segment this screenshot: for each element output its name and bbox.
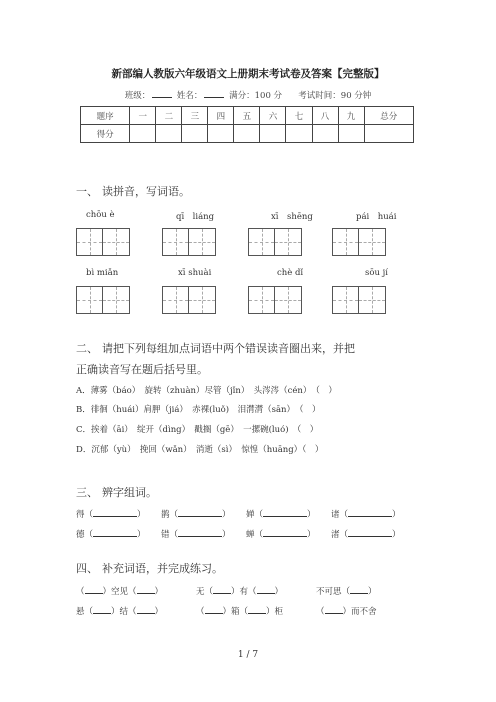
header-cell: 四 [208,107,234,125]
answer-blank[interactable] [263,508,307,517]
header-cell: 二 [156,107,182,125]
section-3-heading [76,484,157,500]
text: （ [76,587,85,597]
text: ）空见（ [102,587,137,597]
text: （ [196,607,205,617]
grid-cell[interactable] [189,229,215,255]
answer-blank[interactable] [263,528,307,537]
answer-blank[interactable] [257,585,275,594]
writing-grid[interactable] [332,286,386,314]
writing-grid[interactable] [76,286,130,314]
header-cell: 五 [234,107,260,125]
text: ） [154,607,164,617]
text: ）结（ [111,607,137,617]
text: ） [154,587,164,597]
writing-grid[interactable] [248,286,302,314]
text: 悬（ [76,607,94,617]
character: 蝉 [246,530,255,540]
header-cell: 总分 [364,107,413,125]
answer-blank[interactable] [350,585,368,594]
text: ） [274,587,284,597]
score-label: 满分：100 分 [229,91,283,101]
pinyin: pái huái [356,212,397,222]
document-title: 新部编人教版六年级语文上册期末考试卷及答案【完整版】 [111,68,385,80]
character: 渚 [331,530,340,540]
section-number: 一、 [76,185,98,198]
grid-cell[interactable] [359,287,385,313]
pinyin: sōu jí [365,268,389,278]
pinyin: chè dǐ [277,268,304,278]
text: 不可思（ [316,587,351,597]
word-item: 德（ ） [76,530,146,540]
section-2-heading-cont: 正确读音写在题后括号里。 [76,363,208,376]
section-title: 辨字组词。 [102,486,157,499]
grid-cell[interactable] [163,287,189,313]
score-cell[interactable] [312,125,338,143]
writing-grid[interactable] [162,228,216,256]
grid-cell[interactable] [77,229,103,255]
score-table-header [81,107,414,125]
word-item: 诸（ ） [331,510,401,520]
section-4-heading [76,560,223,576]
answer-blank[interactable] [348,508,392,517]
text: ）柜 [266,607,284,617]
header-cell: 八 [312,107,338,125]
score-cell[interactable] [286,125,312,143]
exam-info [0,88,496,101]
answer-blank[interactable] [137,585,155,594]
grid-cell[interactable] [333,287,359,313]
text: ）有（ [231,587,257,597]
score-table [80,106,414,143]
text: （ [316,607,325,617]
writing-grid[interactable] [76,228,130,256]
character: 诸 [331,510,340,520]
section-1-heading [76,183,190,199]
writing-grid[interactable] [248,228,302,256]
grid-cell[interactable] [249,287,275,313]
option-line: D．沉郁（yù） 挽回（wǎn） 消逝（sì） 惊惶（huāng）（ ） [76,445,324,455]
score-cell[interactable] [208,125,234,143]
page-number: 1 / 7 [237,650,259,660]
idiom-item [196,585,283,597]
section-title: 请把下列每组加点词语中两个错误读音圈出来，并把 [102,342,355,355]
option-line: B．徘徊（huái）肩胛（jiá） 赤裸(luǒ) 泪潸潸（sān） （ ） [76,405,321,415]
word-item: 得（ ） [76,510,146,520]
grid-cell[interactable] [359,229,385,255]
grid-cell[interactable] [103,287,129,313]
pinyin: xī shuài [178,268,212,278]
row-label: 得分 [81,125,130,143]
score-cell[interactable] [234,125,260,143]
score-cell[interactable] [364,125,413,143]
writing-grid[interactable] [332,228,386,256]
section-number: 二、 [76,342,98,355]
character: 得 [76,510,85,520]
header-cell: 一 [130,107,156,125]
writing-grid[interactable] [162,286,216,314]
grid-cell[interactable] [275,229,301,255]
class-blank [152,88,172,98]
answer-blank[interactable] [325,605,343,614]
header-cell: 六 [260,107,286,125]
idiom-item [196,605,283,617]
score-cell[interactable] [156,125,182,143]
score-table-row [81,125,414,143]
answer-blank[interactable] [248,605,266,614]
answer-blank[interactable] [137,605,155,614]
section-title: 读拼音，写词语。 [102,185,190,198]
grid-cell[interactable] [333,229,359,255]
character: 错 [161,530,170,540]
idiom-item [76,585,163,597]
answer-blank[interactable] [85,585,103,594]
text: 无（ [196,587,214,597]
answer-blank[interactable] [93,528,137,537]
header-cell: 题序 [81,107,130,125]
pinyin: chōu è [86,210,115,220]
name-blank [204,88,224,98]
character: 婵 [246,510,255,520]
answer-blank[interactable] [178,508,222,517]
grid-cell[interactable] [189,287,215,313]
answer-blank[interactable] [178,528,222,537]
grid-cell[interactable] [77,287,103,313]
idiom-item [316,605,377,617]
option-line: A．薄雾（báo） 旋转（zhuàn）尽管（jǐn） 头涔涔（cén） （ ） [76,386,337,396]
character: 德 [76,530,85,540]
header-cell: 七 [286,107,312,125]
answer-blank[interactable] [348,528,392,537]
answer-blank[interactable] [93,605,111,614]
word-item: 鹊（ ） [161,510,231,520]
text: ）而不舍 [342,607,377,617]
score-cell[interactable] [260,125,286,143]
grid-cell[interactable] [249,229,275,255]
character: 鹊 [161,510,170,520]
word-item: 错（ ） [161,530,231,540]
answer-blank[interactable] [93,508,137,517]
section-number: 四、 [76,562,98,575]
pinyin: xī shēng [271,212,313,222]
grid-cell[interactable] [163,229,189,255]
idiom-item [316,585,377,597]
score-cell[interactable] [182,125,208,143]
header-cell: 三 [182,107,208,125]
name-label: 姓名： [176,91,203,101]
text: ）箱（ [222,607,249,617]
pinyin: qī liáng [176,212,215,222]
answer-blank[interactable] [205,605,223,614]
grid-cell[interactable] [275,287,301,313]
section-number: 三、 [76,486,98,499]
score-cell[interactable] [130,125,156,143]
idiom-item [76,605,163,617]
time-label: 考试时间：90 分钟 [298,91,372,101]
class-label: 班级： [124,91,151,101]
word-item: 渚（ ） [331,530,401,540]
answer-blank[interactable] [213,585,231,594]
word-item: 婵（ ） [246,510,316,520]
grid-cell[interactable] [103,229,129,255]
header-cell: 九 [338,107,364,125]
pinyin: bì miǎn [86,268,119,278]
score-cell[interactable] [338,125,364,143]
word-item: 蝉（ ） [246,530,316,540]
option-line: C．挨着（āi） 绽开（dìng） 戳搁（gē） 一摞碗(luó) （ ） [76,425,319,435]
section-title: 补充词语，并完成练习。 [102,562,223,575]
section-2-heading [76,340,355,356]
text: ） [368,587,377,597]
